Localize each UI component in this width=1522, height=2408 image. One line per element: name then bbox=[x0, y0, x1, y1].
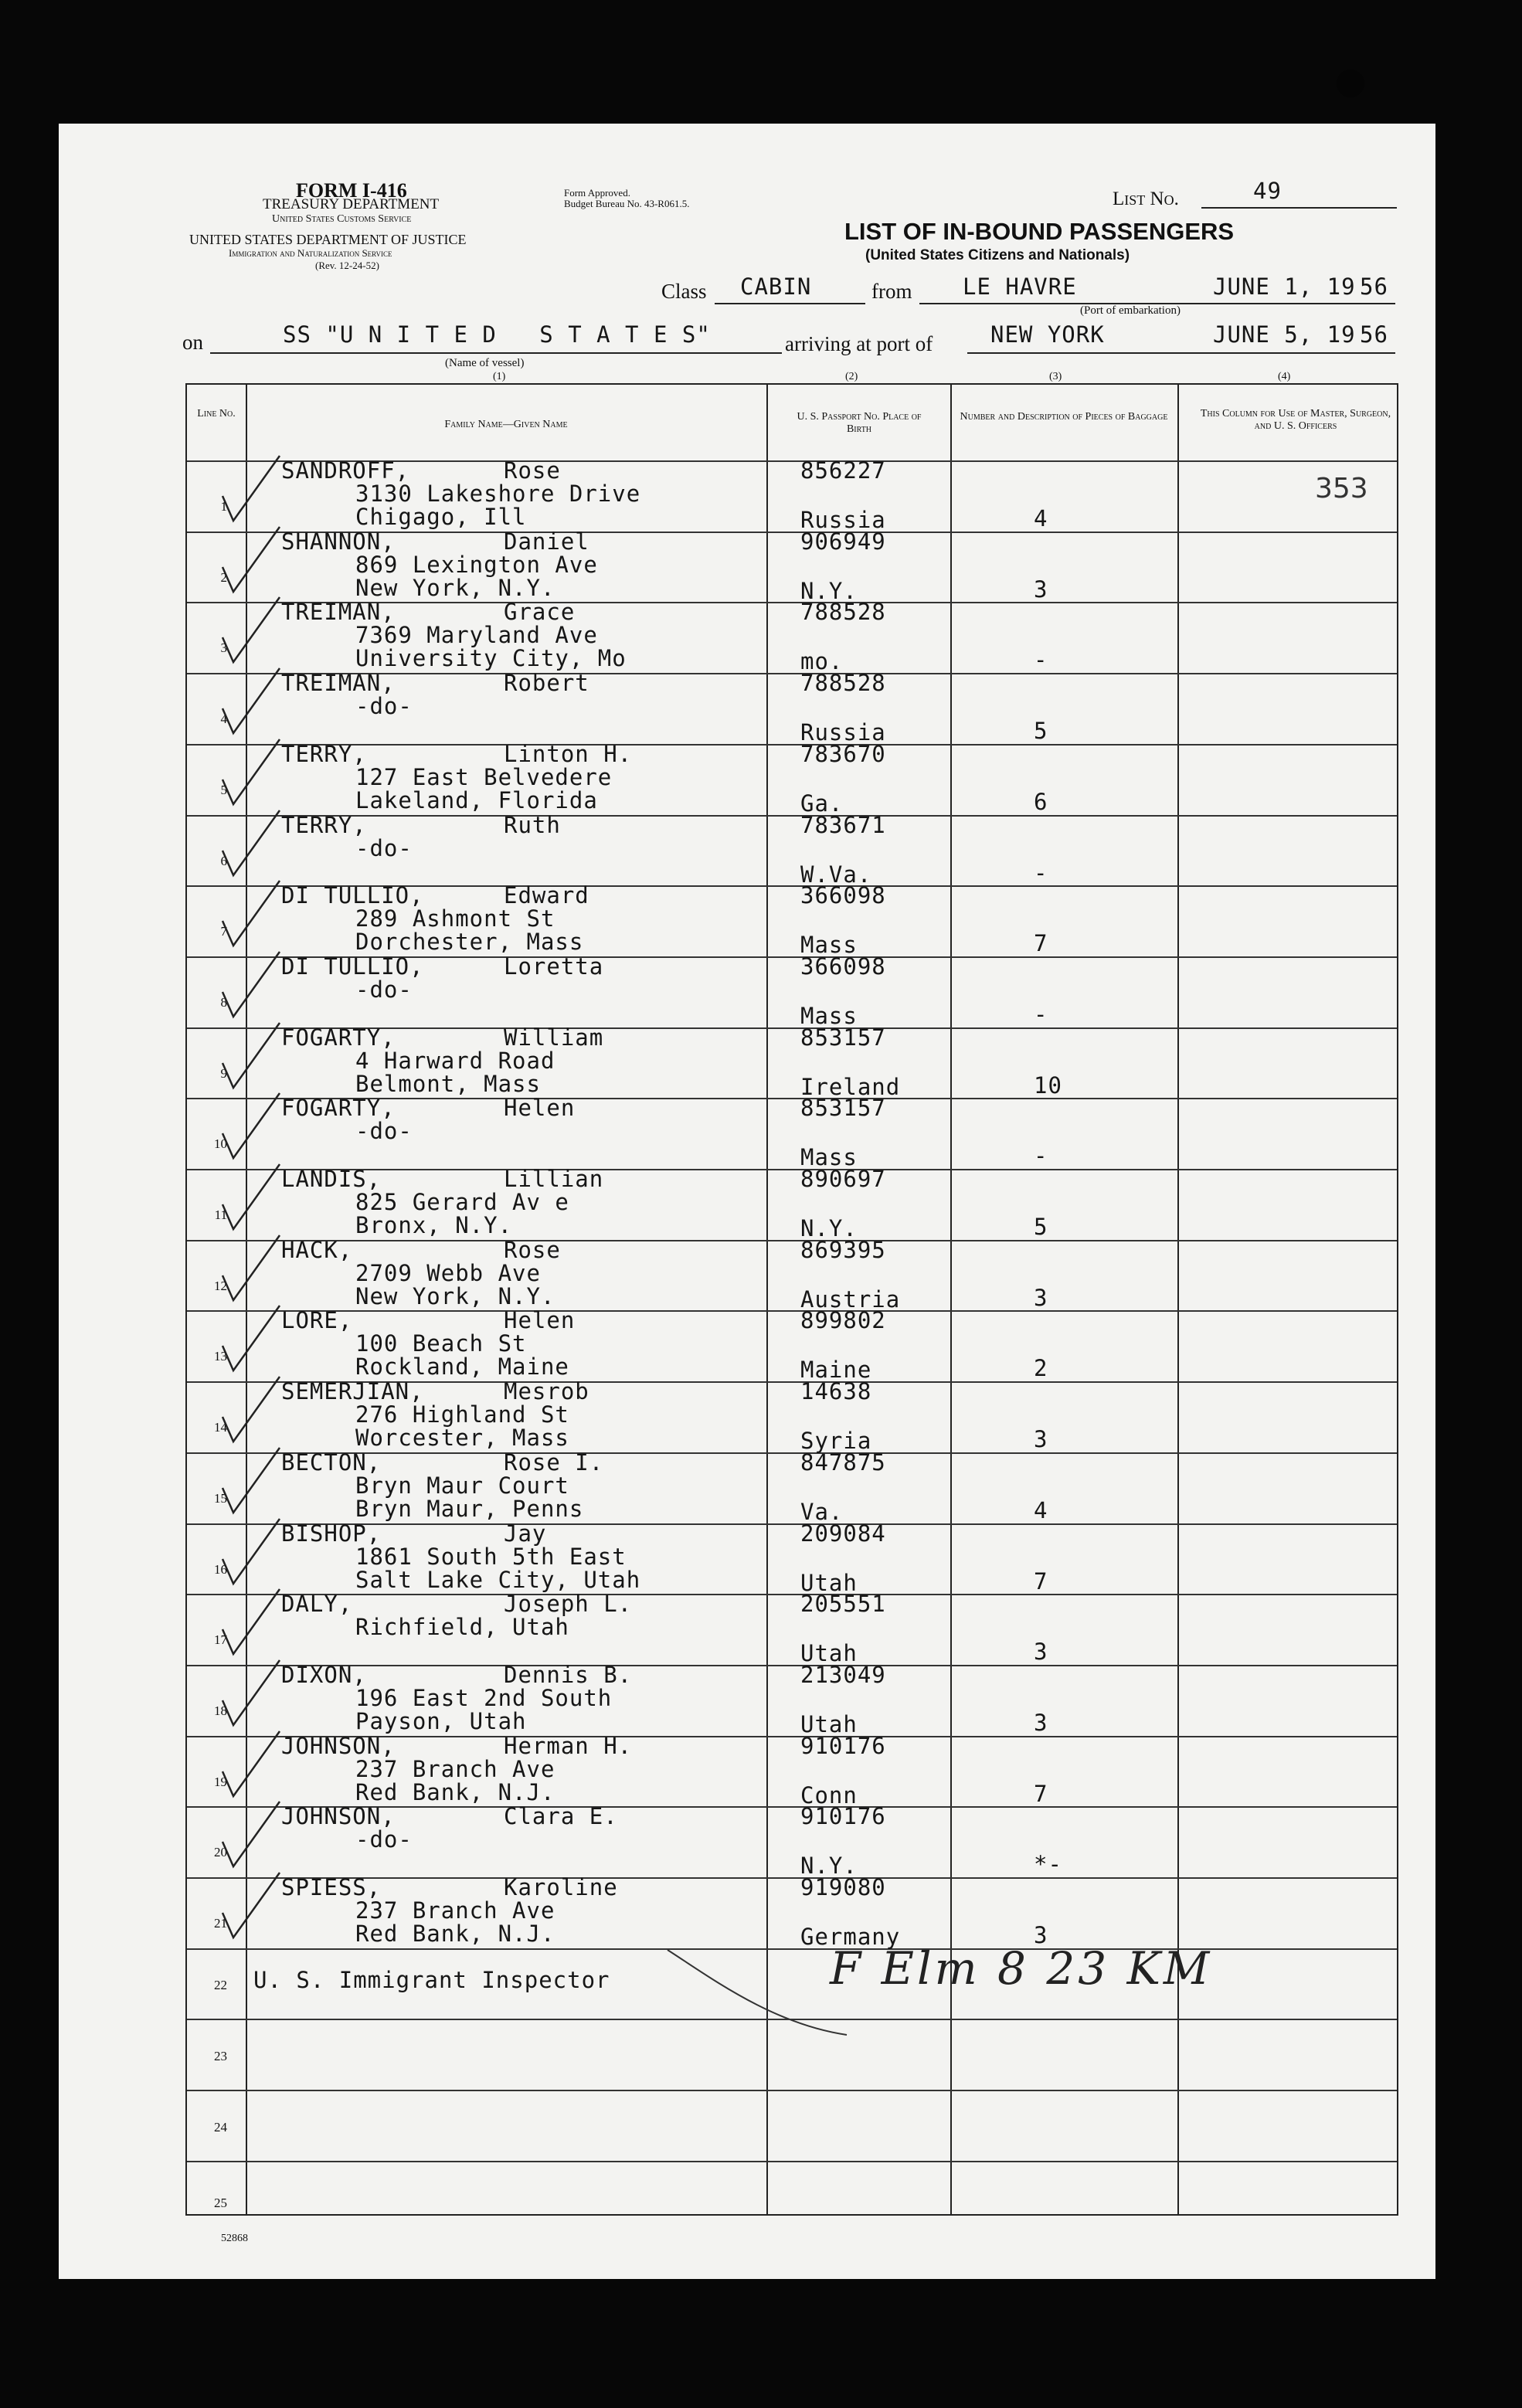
given-name: Edward bbox=[504, 882, 589, 909]
check-mark bbox=[216, 1443, 286, 1520]
address-line-2: Lakeland, Florida bbox=[355, 787, 598, 813]
check-mark bbox=[216, 1584, 286, 1662]
family-name: SHANNON, bbox=[281, 528, 396, 555]
passport-number: 910176 bbox=[800, 1733, 886, 1759]
address-line-1: 289 Ashmont St bbox=[355, 905, 555, 932]
col-divider bbox=[950, 385, 952, 2214]
family-name: JOHNSON, bbox=[281, 1803, 396, 1829]
passport-number: 366098 bbox=[800, 953, 886, 980]
family-name: TERRY, bbox=[281, 741, 367, 767]
address-line-2: Payson, Utah bbox=[355, 1708, 527, 1734]
line-number: 7 bbox=[220, 924, 227, 939]
baggage-count: - bbox=[1034, 647, 1048, 673]
row-divider bbox=[187, 2090, 1397, 2091]
address-line-1: 869 Lexington Ave bbox=[355, 552, 598, 578]
family-name: LANDIS, bbox=[281, 1166, 382, 1192]
col-num-1: (1) bbox=[493, 371, 506, 382]
place-of-birth: Syria bbox=[800, 1428, 872, 1454]
line-number: 22 bbox=[214, 1978, 227, 1992]
line-number: 12 bbox=[214, 1279, 227, 1293]
col-divider bbox=[1177, 385, 1179, 2214]
footer-number: 52868 bbox=[221, 2233, 248, 2244]
baggage-count: 10 bbox=[1034, 1072, 1062, 1099]
address-line-1: -do- bbox=[355, 1118, 413, 1144]
line-number: 8 bbox=[220, 995, 227, 1010]
given-name: Grace bbox=[504, 599, 576, 625]
col-num-4: (4) bbox=[1278, 371, 1291, 382]
given-name: Helen bbox=[504, 1307, 576, 1333]
baggage-count: 6 bbox=[1034, 789, 1048, 815]
col-divider bbox=[766, 385, 768, 2214]
passport-number: 856227 bbox=[800, 457, 886, 484]
approval-line-2: Budget Bureau No. 43-R061.5. bbox=[564, 198, 690, 209]
check-mark bbox=[216, 1727, 286, 1804]
embark-caption: (Port of embarkation) bbox=[1080, 304, 1181, 317]
form-title: LIST OF IN-BOUND PASSENGERS bbox=[844, 218, 1235, 245]
approval-line-1: Form Approved. bbox=[564, 187, 630, 199]
line-number: 11 bbox=[214, 1207, 227, 1222]
passport-number: 899802 bbox=[800, 1307, 886, 1333]
given-name: Linton H. bbox=[504, 741, 633, 767]
address-line-1: 237 Branch Ave bbox=[355, 1756, 555, 1782]
line-number: 18 bbox=[214, 1703, 227, 1718]
baggage-count: 4 bbox=[1034, 1497, 1048, 1523]
family-name: DI TULLIO, bbox=[281, 882, 424, 909]
given-name: Dennis B. bbox=[504, 1662, 633, 1688]
address-line-2: Red Bank, N.J. bbox=[355, 1921, 555, 1947]
address-line-2: Belmont, Mass bbox=[355, 1071, 541, 1097]
baggage-count: 7 bbox=[1034, 1568, 1048, 1595]
given-name: Lillian bbox=[504, 1166, 604, 1192]
arriving-label: arriving at port of bbox=[785, 332, 933, 355]
passport-number: 869395 bbox=[800, 1237, 886, 1263]
check-mark bbox=[216, 806, 286, 883]
check-mark bbox=[216, 1514, 286, 1591]
baggage-count: 7 bbox=[1034, 1781, 1048, 1807]
place-of-birth: Utah bbox=[800, 1570, 858, 1596]
place-of-birth: mo. bbox=[800, 648, 844, 674]
check-mark bbox=[216, 664, 286, 741]
line-number: 23 bbox=[214, 2049, 227, 2063]
address-line-1: 825 Gerard Av e bbox=[355, 1189, 569, 1215]
address-line-1: 2709 Webb Ave bbox=[355, 1260, 541, 1286]
place-of-birth: N.Y. bbox=[800, 1853, 858, 1879]
given-name: Rose bbox=[504, 1237, 561, 1263]
place-of-birth: Mass bbox=[800, 932, 858, 958]
passport-number: 209084 bbox=[800, 1520, 886, 1547]
address-line-1: 196 East 2nd South bbox=[355, 1685, 613, 1711]
revision: (Rev. 12-24-52) bbox=[315, 260, 379, 271]
form-subtitle: (United States Citizens and Nationals) bbox=[865, 247, 1130, 263]
baggage-count: 2 bbox=[1034, 1355, 1048, 1381]
line-number: 14 bbox=[214, 1420, 227, 1435]
baggage-count: 3 bbox=[1034, 1922, 1048, 1948]
class-value: CABIN bbox=[740, 273, 812, 300]
place-of-birth: Utah bbox=[800, 1711, 858, 1737]
place-of-birth: N.Y. bbox=[800, 578, 858, 604]
address-line-1: 100 Beach St bbox=[355, 1330, 527, 1357]
baggage-count: 3 bbox=[1034, 576, 1048, 603]
depart-date: JUNE 1, 19 bbox=[1213, 273, 1356, 300]
check-mark bbox=[216, 947, 286, 1024]
inspector-line: U. S. Immigrant Inspector bbox=[253, 1967, 610, 1993]
baggage-count: 4 bbox=[1034, 505, 1048, 532]
place-of-birth: W.Va. bbox=[800, 861, 872, 888]
family-name: FOGARTY, bbox=[281, 1095, 396, 1121]
passport-number: 853157 bbox=[800, 1095, 886, 1121]
row-divider bbox=[187, 1594, 1397, 1595]
baggage-count: - bbox=[1034, 1001, 1048, 1027]
address-line-1: 3130 Lakeshore Drive bbox=[355, 481, 641, 507]
place-of-birth: Va. bbox=[800, 1499, 844, 1525]
check-mark bbox=[216, 1089, 286, 1166]
address-line-1: -do- bbox=[355, 976, 413, 1003]
vessel-underline bbox=[210, 352, 782, 354]
family-name: LORE, bbox=[281, 1307, 353, 1333]
passport-number: 14638 bbox=[800, 1378, 872, 1404]
passport-number: 788528 bbox=[800, 670, 886, 696]
check-mark bbox=[216, 522, 286, 599]
address-line-2: Red Bank, N.J. bbox=[355, 1779, 555, 1805]
col-header-officers: This Column for Use of Master, Surgeon, and U. S. Officers bbox=[1200, 408, 1391, 432]
line-number: 2 bbox=[220, 570, 227, 585]
address-line-2: Salt Lake City, Utah bbox=[355, 1567, 641, 1593]
line-number: 1 bbox=[220, 499, 227, 514]
col-header-name: Family Name—Given Name bbox=[444, 419, 568, 430]
baggage-count: 3 bbox=[1034, 1426, 1048, 1452]
passport-number: 205551 bbox=[800, 1591, 886, 1617]
vessel-caption: (Name of vessel) bbox=[445, 357, 525, 369]
address-line-1: 7369 Maryland Ave bbox=[355, 622, 598, 648]
check-mark bbox=[216, 593, 286, 670]
passport-number: 847875 bbox=[800, 1449, 886, 1476]
address-line-1: 1861 South 5th East bbox=[355, 1544, 627, 1570]
address-line-1: -do- bbox=[355, 693, 413, 719]
line-number: 6 bbox=[220, 854, 227, 868]
baggage-count: 5 bbox=[1034, 718, 1048, 744]
family-name: BECTON, bbox=[281, 1449, 382, 1476]
given-name: William bbox=[504, 1024, 604, 1051]
passport-number: 853157 bbox=[800, 1024, 886, 1051]
baggage-count: 3 bbox=[1034, 1710, 1048, 1736]
check-mark bbox=[216, 1231, 286, 1308]
family-name: SEMERJIAN, bbox=[281, 1378, 424, 1404]
address-line-2: Rockland, Maine bbox=[355, 1353, 569, 1380]
check-mark bbox=[216, 1372, 286, 1449]
line-number: 24 bbox=[214, 2120, 227, 2135]
family-name: BISHOP, bbox=[281, 1520, 382, 1547]
form-number: FORM I-416 bbox=[296, 179, 407, 202]
address-line-1: 276 Highland St bbox=[355, 1401, 569, 1428]
vessel-name: SS "U N I T E D S T A T E S" bbox=[283, 321, 711, 348]
line-number: 10 bbox=[214, 1136, 227, 1151]
arrive-year: 56 bbox=[1360, 321, 1388, 348]
baggage-count: - bbox=[1034, 1143, 1048, 1169]
customs-service: United States Customs Service bbox=[272, 213, 412, 225]
place-of-birth: Russia bbox=[800, 507, 886, 533]
col-header-line: Line No. bbox=[197, 408, 236, 419]
given-name: Joseph L. bbox=[504, 1591, 633, 1617]
row-divider bbox=[187, 744, 1397, 745]
place-of-birth: N.Y. bbox=[800, 1215, 858, 1241]
col-num-3: (3) bbox=[1049, 371, 1062, 382]
line-number: 15 bbox=[214, 1491, 227, 1506]
col-num-2: (2) bbox=[845, 371, 858, 382]
place-of-birth: Austria bbox=[800, 1286, 901, 1313]
family-name: HACK, bbox=[281, 1237, 353, 1263]
check-mark bbox=[216, 735, 286, 812]
given-name: Daniel bbox=[504, 528, 589, 555]
passport-number: 919080 bbox=[800, 1874, 886, 1900]
given-name: Loretta bbox=[504, 953, 604, 980]
place-of-birth: Utah bbox=[800, 1640, 858, 1666]
place-of-birth: Ga. bbox=[800, 790, 844, 817]
justice-dept: UNITED STATES DEPARTMENT OF JUSTICE bbox=[189, 232, 467, 247]
punch-hole bbox=[1337, 70, 1364, 97]
given-name: Karoline bbox=[504, 1874, 618, 1900]
address-line-1: -do- bbox=[355, 1826, 413, 1853]
address-line-2: Bryn Maur, Penns bbox=[355, 1496, 584, 1522]
check-mark bbox=[216, 1018, 286, 1095]
given-name: Rose bbox=[504, 457, 561, 484]
line-number: 17 bbox=[214, 1632, 227, 1647]
passport-number: 366098 bbox=[800, 882, 886, 909]
given-name: Rose I. bbox=[504, 1449, 604, 1476]
passport-number: 783671 bbox=[800, 812, 886, 838]
check-mark bbox=[216, 1301, 286, 1378]
given-name: Robert bbox=[504, 670, 589, 696]
treasury-dept: TREASURY DEPARTMENT bbox=[263, 196, 440, 212]
line-number: 25 bbox=[214, 2196, 227, 2210]
family-name: TREIMAN, bbox=[281, 670, 396, 696]
line-number: 13 bbox=[214, 1349, 227, 1364]
check-mark bbox=[216, 1656, 286, 1733]
line-number: 21 bbox=[214, 1916, 227, 1931]
line-number: 5 bbox=[220, 783, 227, 797]
depart-year: 56 bbox=[1360, 273, 1388, 300]
baggage-count: - bbox=[1034, 860, 1048, 886]
passport-number: 783670 bbox=[800, 741, 886, 767]
given-name: Herman H. bbox=[504, 1733, 633, 1759]
check-mark bbox=[216, 451, 286, 528]
family-name: DI TULLIO, bbox=[281, 953, 424, 980]
col-header-passport: U. S. Passport No. Place of Birth bbox=[797, 411, 922, 435]
on-label: on bbox=[182, 331, 203, 354]
address-line-2: Dorchester, Mass bbox=[355, 929, 584, 955]
family-name: SANDROFF, bbox=[281, 457, 410, 484]
baggage-count: 3 bbox=[1034, 1639, 1048, 1665]
list-no-value: 49 bbox=[1253, 178, 1282, 204]
address-line-1: Richfield, Utah bbox=[355, 1614, 569, 1640]
passport-number: 906949 bbox=[800, 528, 886, 555]
given-name: Helen bbox=[504, 1095, 576, 1121]
line-number: 4 bbox=[220, 712, 227, 726]
family-name: SPIESS, bbox=[281, 1874, 382, 1900]
line-number: 9 bbox=[220, 1066, 227, 1081]
passport-number: 213049 bbox=[800, 1662, 886, 1688]
baggage-count: 5 bbox=[1034, 1214, 1048, 1240]
address-line-2: New York, N.Y. bbox=[355, 1283, 555, 1309]
address-line-1: 127 East Belvedere bbox=[355, 764, 613, 790]
family-name: TREIMAN, bbox=[281, 599, 396, 625]
port-value: NEW YORK bbox=[990, 321, 1105, 348]
row-divider bbox=[187, 1665, 1397, 1666]
port-underline bbox=[967, 352, 1395, 354]
passport-number: 910176 bbox=[800, 1803, 886, 1829]
row-divider bbox=[187, 815, 1397, 817]
place-of-birth: Ireland bbox=[800, 1074, 901, 1100]
class-label: Class bbox=[661, 280, 707, 303]
place-of-birth: Maine bbox=[800, 1357, 872, 1383]
line-number: 3 bbox=[220, 640, 227, 655]
baggage-count: 7 bbox=[1034, 930, 1048, 956]
row-divider bbox=[187, 1240, 1397, 1241]
list-no-underline bbox=[1201, 207, 1397, 209]
check-mark bbox=[216, 1160, 286, 1237]
address-line-1: 4 Harward Road bbox=[355, 1048, 555, 1074]
line-number: 19 bbox=[214, 1775, 227, 1789]
place-of-birth: Mass bbox=[800, 1003, 858, 1029]
col-header-baggage: Number and Description of Pieces of Baggage bbox=[960, 411, 1168, 423]
list-no-label: List No. bbox=[1113, 188, 1179, 209]
given-name: Mesrob bbox=[504, 1378, 589, 1404]
address-line-1: Bryn Maur Court bbox=[355, 1472, 569, 1499]
family-name: FOGARTY, bbox=[281, 1024, 396, 1051]
passport-number: 890697 bbox=[800, 1166, 886, 1192]
address-line-2: University City, Mo bbox=[355, 645, 627, 671]
address-line-2: Bronx, N.Y. bbox=[355, 1212, 513, 1238]
place-of-birth: Mass bbox=[800, 1144, 858, 1170]
place-of-birth: Conn bbox=[800, 1782, 858, 1809]
line-number: 16 bbox=[214, 1562, 227, 1577]
address-line-2: Chigago, Ill bbox=[355, 504, 527, 530]
check-mark bbox=[216, 1868, 286, 1945]
family-name: JOHNSON, bbox=[281, 1733, 396, 1759]
given-name: Ruth bbox=[504, 812, 561, 838]
family-name: TERRY, bbox=[281, 812, 367, 838]
address-line-1: 237 Branch Ave bbox=[355, 1897, 555, 1924]
class-underline bbox=[715, 303, 865, 304]
passport-number: 788528 bbox=[800, 599, 886, 625]
inspector-signature: F Elm 8 23 KM bbox=[830, 1942, 1213, 1995]
family-name: DALY, bbox=[281, 1591, 353, 1617]
ins-service: Immigration and Naturalization Service bbox=[229, 247, 392, 259]
address-line-1: -do- bbox=[355, 835, 413, 861]
address-line-2: Worcester, Mass bbox=[355, 1425, 569, 1451]
place-of-birth: Russia bbox=[800, 719, 886, 745]
line-number: 20 bbox=[214, 1845, 227, 1859]
family-name: DIXON, bbox=[281, 1662, 367, 1688]
arrive-date: JUNE 5, 19 bbox=[1213, 321, 1356, 348]
from-label: from bbox=[871, 280, 912, 303]
baggage-count: 3 bbox=[1034, 1285, 1048, 1311]
officer-note: 353 bbox=[1315, 473, 1368, 504]
from-value: LE HAVRE bbox=[963, 273, 1077, 300]
row-divider bbox=[187, 2161, 1397, 2162]
row-divider bbox=[187, 1310, 1397, 1312]
given-name: Clara E. bbox=[504, 1803, 618, 1829]
check-mark bbox=[216, 1797, 286, 1874]
place-of-birth: Germany bbox=[800, 1924, 901, 1950]
diagonal-stroke bbox=[664, 1947, 850, 2039]
baggage-count: *- bbox=[1034, 1851, 1062, 1877]
check-mark bbox=[216, 876, 286, 953]
address-line-2: New York, N.Y. bbox=[355, 575, 555, 601]
given-name: Jay bbox=[504, 1520, 547, 1547]
